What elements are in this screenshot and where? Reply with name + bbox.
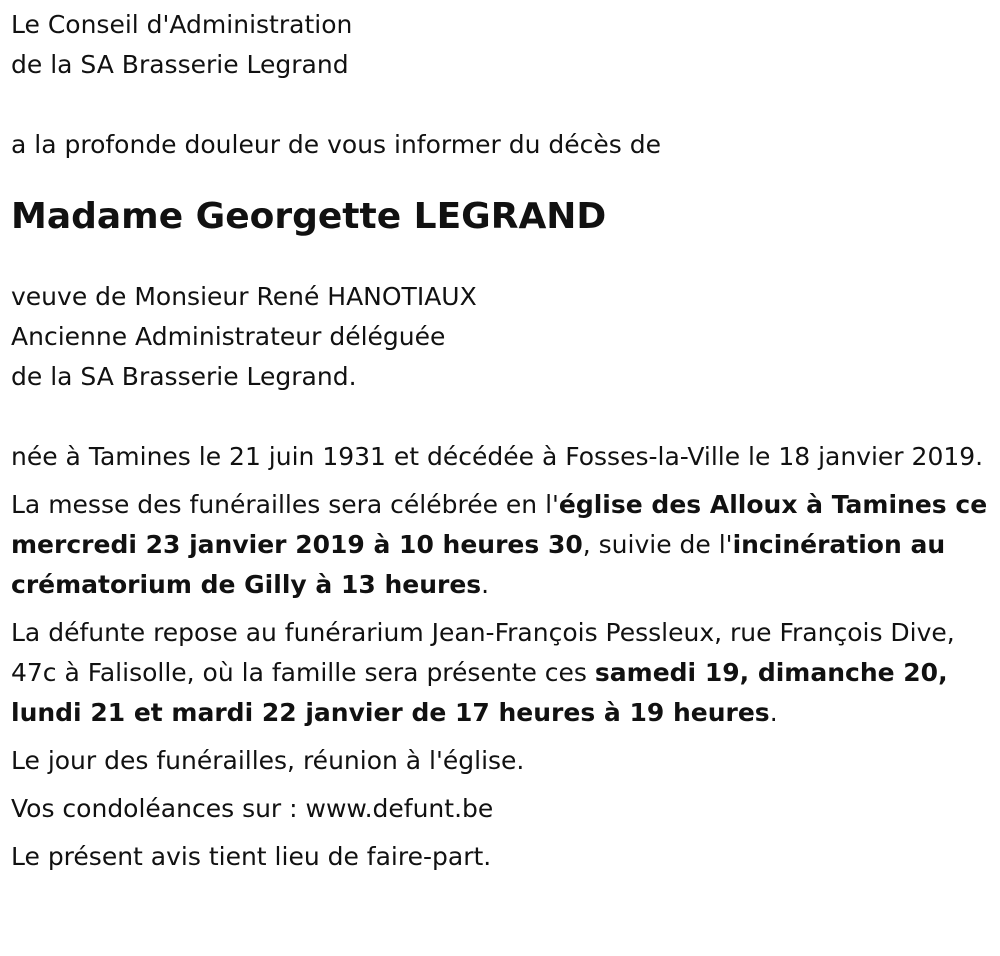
mass-text-1: La messe des funérailles sera célébrée en l' [11,490,559,519]
meeting-text: Le jour des funérailles, réunion à l'église. [11,746,525,775]
mass-paragraph [11,485,991,605]
rest-text-2: . [769,698,778,727]
rest-text-1: La défunte repose au funérarium Jean-François Pessleux, rue François Dive, 47c à Falisolle, où la famille sera présente ces [11,618,955,687]
condolences-text: Vos condoléances sur : www.defunt.be [11,794,494,823]
mass-text-2: , suivie de l' [582,530,733,559]
details-line-1: veuve de Monsieur René HANOTIAUX [11,282,477,311]
rest-paragraph [11,613,991,733]
rest-bold-1: samedi 19, dimanche 20, lundi 21 et mardi 22 janvier de 17 heures à 19 heures [11,658,948,727]
header-line-1: Le Conseil d'Administration [11,10,353,39]
header-line-2: de la SA Brasserie Legrand [11,50,349,79]
mass-text-3: . [481,570,490,599]
notice-text: Le présent avis tient lieu de faire-part. [11,842,492,871]
details-line-2: Ancienne Administrateur déléguée [11,322,446,351]
obituary-notice [11,5,991,877]
deceased-name: Madame Georgette LEGRAND [11,196,607,237]
birth-death-text: née à Tamines le 21 juin 1931 et décédée à Fosses-la-Ville le 18 janvier 2019. [11,442,984,471]
mass-bold-1: église des Alloux à Tamines ce mercredi 23 janvier 2019 à 10 heures 30 [11,490,988,559]
mass-bold-2: incinération au crématorium de Gilly à 13 heures [11,530,946,599]
details-line-3: de la SA Brasserie Legrand. [11,362,357,391]
intro-text: a la profonde douleur de vous informer du décès de [11,130,661,159]
